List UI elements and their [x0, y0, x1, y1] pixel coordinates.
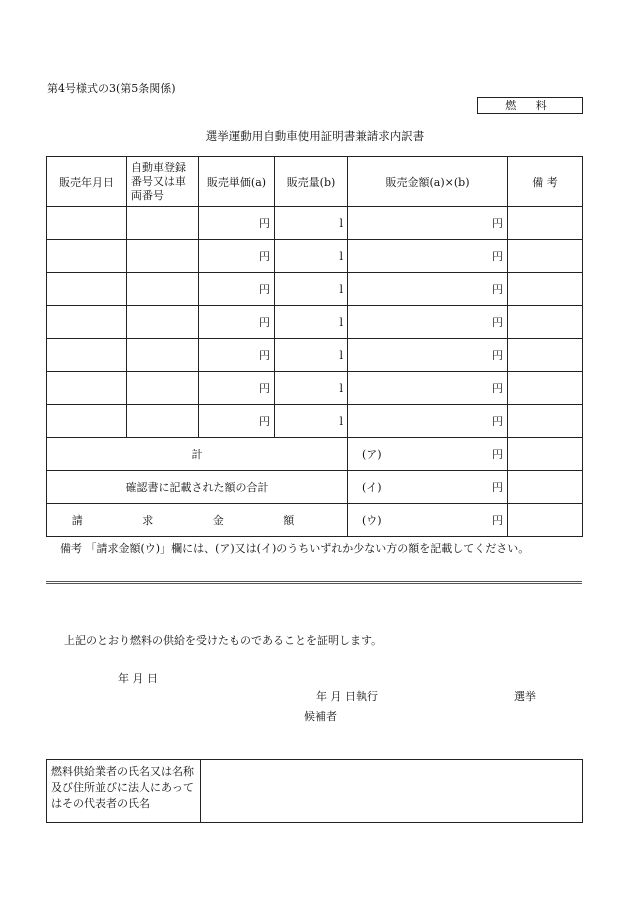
- cell-registration[interactable]: [127, 306, 199, 339]
- cell-registration[interactable]: [127, 339, 199, 372]
- cell-note[interactable]: [508, 372, 583, 405]
- cell-note[interactable]: [508, 273, 583, 306]
- table-row: [47, 273, 583, 306]
- claim-unit: 円: [492, 514, 503, 527]
- cell-date[interactable]: [47, 339, 127, 372]
- table-row: [47, 207, 583, 240]
- total-label: 計: [47, 438, 348, 471]
- table-row: [47, 240, 583, 273]
- supplier-label: 燃料供給業者の氏名又は名称及び住所並びに法人にあってはその代表者の氏名: [47, 760, 201, 823]
- cell-registration[interactable]: [127, 405, 199, 438]
- cell-quantity[interactable]: l: [275, 405, 348, 438]
- cell-unit-price[interactable]: 円: [199, 207, 275, 240]
- certification-statement: 上記のとおり燃料の供給を受けたものであることを証明します。: [64, 634, 383, 647]
- document-title: 選挙運動用自動車使用証明書兼請求内訳書: [205, 129, 425, 143]
- confirmation-mark: (イ): [362, 481, 382, 494]
- cell-registration[interactable]: [127, 207, 199, 240]
- table-row: [47, 306, 583, 339]
- cell-date[interactable]: [47, 273, 127, 306]
- usage-table: [46, 156, 583, 537]
- cell-note[interactable]: [508, 207, 583, 240]
- cell-note[interactable]: [508, 306, 583, 339]
- cell-amount[interactable]: 円: [348, 273, 508, 306]
- claim-note[interactable]: [508, 504, 583, 537]
- cell-date[interactable]: [47, 306, 127, 339]
- cell-quantity[interactable]: l: [275, 339, 348, 372]
- certification-date: 年 月 日: [118, 672, 158, 685]
- claim-mark: (ウ): [362, 514, 382, 527]
- cell-amount[interactable]: 円: [348, 405, 508, 438]
- claim-amount-label: 請 求 金 額: [47, 504, 348, 537]
- divider-line: [46, 583, 582, 584]
- cell-registration[interactable]: [127, 240, 199, 273]
- cell-quantity[interactable]: l: [275, 207, 348, 240]
- header-registration: 自動車登録番号又は車両番号: [127, 157, 199, 207]
- category-box: 燃 料: [477, 97, 583, 114]
- cell-unit-price[interactable]: 円: [199, 240, 275, 273]
- cell-quantity[interactable]: l: [275, 372, 348, 405]
- cell-quantity[interactable]: l: [275, 240, 348, 273]
- cell-unit-price[interactable]: 円: [199, 339, 275, 372]
- cell-amount[interactable]: 円: [348, 306, 508, 339]
- cell-amount[interactable]: 円: [348, 207, 508, 240]
- header-amount: 販売金額(a)×(b): [348, 157, 508, 207]
- supplier-table: [46, 759, 583, 823]
- cell-amount[interactable]: 円: [348, 339, 508, 372]
- confirmation-unit: 円: [492, 481, 503, 494]
- cell-unit-price[interactable]: 円: [199, 306, 275, 339]
- candidate-label: 候補者: [304, 710, 337, 723]
- confirmation-note[interactable]: [508, 471, 583, 504]
- claim-amount[interactable]: [348, 504, 508, 537]
- form-number: 第4号様式の3(第5条関係): [47, 82, 176, 95]
- supplier-field[interactable]: [201, 760, 583, 823]
- cell-registration[interactable]: [127, 273, 199, 306]
- cell-unit-price[interactable]: 円: [199, 372, 275, 405]
- cell-note[interactable]: [508, 240, 583, 273]
- cell-date[interactable]: [47, 372, 127, 405]
- cell-date[interactable]: [47, 207, 127, 240]
- cell-amount[interactable]: 円: [348, 372, 508, 405]
- total-row: [47, 438, 583, 471]
- divider-line: [46, 581, 582, 582]
- confirmation-total-label: 確認書に記載された額の合計: [47, 471, 348, 504]
- table-row: [47, 339, 583, 372]
- header-date: 販売年月日: [47, 157, 127, 207]
- cell-quantity[interactable]: l: [275, 273, 348, 306]
- election-label: 選挙: [514, 690, 536, 703]
- header-quantity: 販売量(b): [275, 157, 348, 207]
- confirmation-total-row: [47, 471, 583, 504]
- remarks-note: 備考 「請求金額(ウ)」欄には、(ア)又は(イ)のうちいずれか少ない方の額を記載してください。: [60, 542, 530, 555]
- cell-amount[interactable]: 円: [348, 240, 508, 273]
- confirmation-total-amount[interactable]: [348, 471, 508, 504]
- cell-registration[interactable]: [127, 372, 199, 405]
- cell-date[interactable]: [47, 240, 127, 273]
- table-row: [47, 372, 583, 405]
- total-unit: 円: [492, 448, 503, 461]
- total-amount[interactable]: [348, 438, 508, 471]
- cell-date[interactable]: [47, 405, 127, 438]
- total-note[interactable]: [508, 438, 583, 471]
- cell-unit-price[interactable]: 円: [199, 405, 275, 438]
- cell-quantity[interactable]: l: [275, 306, 348, 339]
- cell-unit-price[interactable]: 円: [199, 273, 275, 306]
- claim-amount-row: [47, 504, 583, 537]
- header-unit-price: 販売単価(a): [199, 157, 275, 207]
- election-date: 年 月 日執行: [316, 690, 378, 703]
- cell-note[interactable]: [508, 339, 583, 372]
- total-mark: (ア): [362, 448, 382, 461]
- table-row: [47, 405, 583, 438]
- table-header-row: [47, 157, 583, 207]
- header-note: 備 考: [508, 157, 583, 207]
- cell-note[interactable]: [508, 405, 583, 438]
